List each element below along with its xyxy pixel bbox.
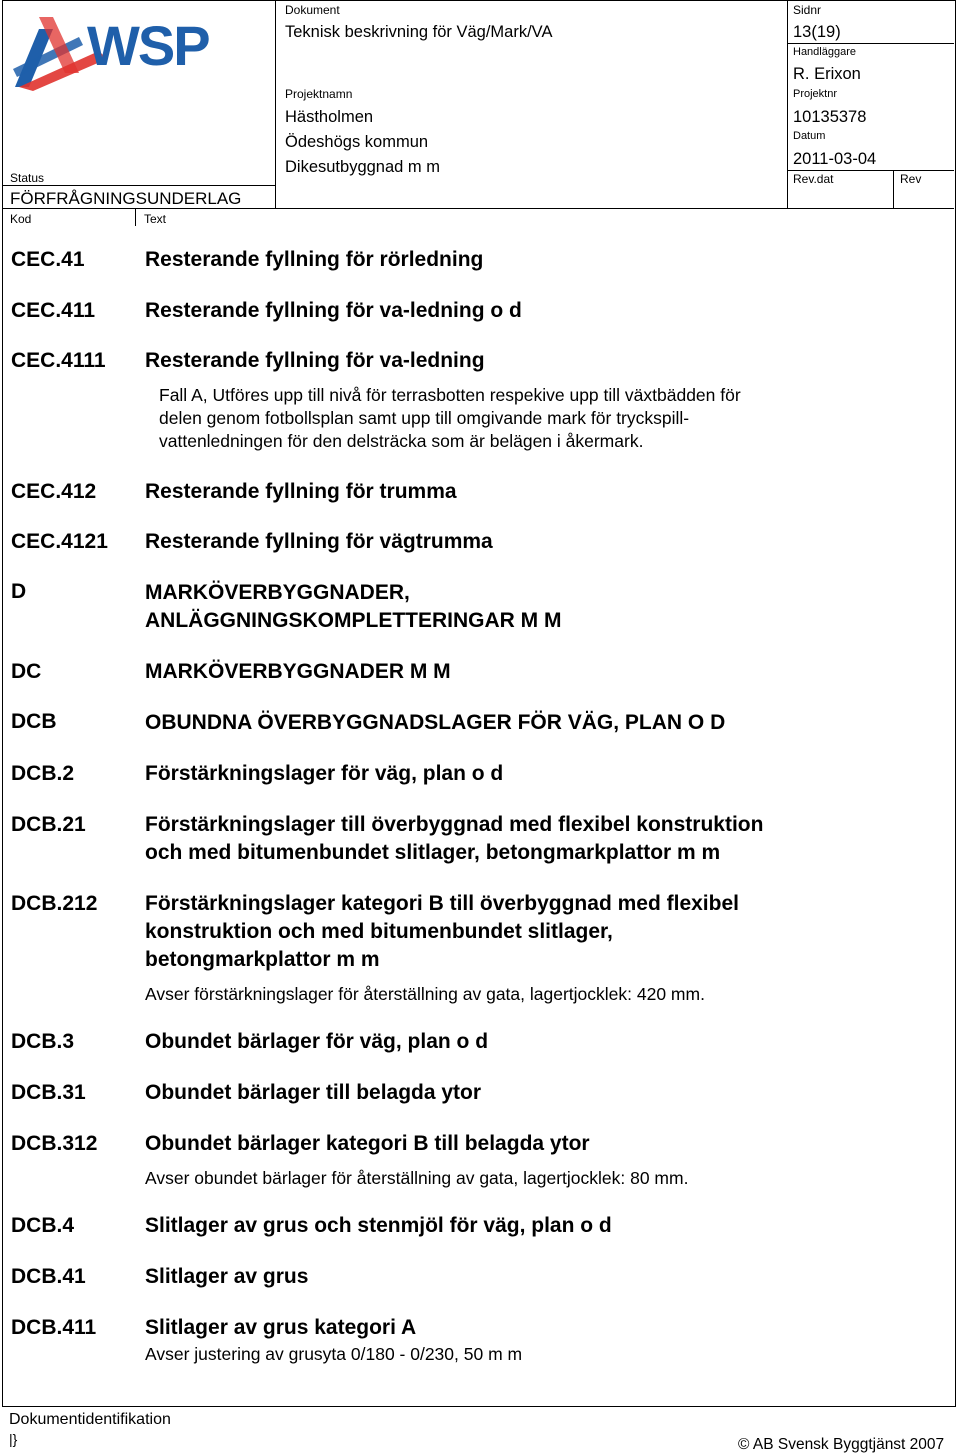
- entry-code: CEC.4121: [11, 530, 108, 553]
- sidnr-value: 13(19): [793, 23, 841, 41]
- entry-heading: Obundet bärlager för väg, plan o d: [145, 1030, 489, 1053]
- entry-note: Avser justering av grusyta 0/180 - 0/230, 50 m m: [145, 1344, 523, 1364]
- entry-code: DCB.312: [11, 1132, 98, 1155]
- entry-code: CEC.411: [11, 299, 96, 322]
- header-divider: [893, 171, 894, 208]
- entry-description: Fall A, Utföres upp till nivå för terrasbotten respekive upp till växtbädden för: [159, 385, 741, 405]
- entry-heading: Förstärkningslager kategori B till överbyggnad med flexibel: [145, 892, 739, 915]
- entry-code: DCB.41: [11, 1265, 86, 1288]
- projektnamn-line: Dikesutbyggnad m m: [285, 158, 440, 176]
- header-divider: [275, 1, 276, 208]
- entry-code: CEC.41: [11, 248, 85, 271]
- entry-code: DCB.411: [11, 1316, 97, 1339]
- entry-heading: Slitlager av grus: [145, 1265, 309, 1288]
- projektnamn-label: Projektnamn: [285, 87, 353, 101]
- wsp-logo: [9, 7, 239, 97]
- entry-heading: Slitlager av grus kategori A: [145, 1316, 417, 1339]
- entry-code: DCB.4: [11, 1214, 75, 1237]
- dokument-label: Dokument: [285, 3, 340, 17]
- datum-label: Datum: [793, 130, 826, 142]
- entry-heading: Slitlager av grus och stenmjöl för väg, plan o d: [145, 1214, 612, 1237]
- entry-code: DCB.3: [11, 1030, 75, 1053]
- dokument-value: Teknisk beskrivning för Väg/Mark/VA: [285, 23, 553, 41]
- projektnamn-line: Ödeshögs kommun: [285, 133, 429, 151]
- entry-note: Avser obundet bärlager för återställning av gata, lagertjocklek: 80 mm.: [145, 1168, 689, 1188]
- doc-id-value: |}: [9, 1431, 18, 1447]
- entry-code: CEC.4111: [11, 349, 106, 372]
- entry-description: delen genom fotbollsplan samt upp till omgivande mark för tryckspill-: [159, 408, 690, 428]
- entry-code: D: [11, 580, 27, 603]
- rev-label: Rev: [900, 172, 922, 186]
- entry-code: DC: [11, 660, 42, 683]
- projektnr-value: 10135378: [793, 108, 867, 126]
- entry-note: Avser förstärkningslager för återställning av gata, lagertjocklek: 420 mm.: [145, 984, 705, 1004]
- doc-id-label: Dokumentidentifikation: [9, 1411, 171, 1428]
- entry-code: DCB.212: [11, 892, 98, 915]
- entry-heading: Resterande fyllning för va-ledning: [145, 349, 485, 372]
- entry-heading: Förstärkningslager för väg, plan o d: [145, 762, 504, 785]
- entry-heading-cont: betongmarkplattor m m: [145, 948, 380, 971]
- entry-description: vattenledningen för den delsträcka som är belägen i åkermark.: [159, 431, 644, 451]
- document-page: [2, 0, 956, 1407]
- entry-heading: Förstärkningslager till överbyggnad med flexibel konstruktion: [145, 813, 764, 836]
- kod-column-label: Kod: [10, 212, 32, 226]
- status-label: Status: [10, 171, 45, 185]
- column-header-divider: [135, 208, 136, 226]
- entry-heading-cont: ANLÄGGNINGSKOMPLETTERINGAR M M: [145, 609, 562, 632]
- handlaggare-label: Handläggare: [793, 46, 856, 58]
- entry-heading: Resterande fyllning för va-ledning o d: [145, 299, 522, 322]
- entry-heading: Obundet bärlager till belagda ytor: [145, 1081, 482, 1104]
- entry-code: DCB.2: [11, 762, 75, 785]
- entry-heading: OBUNDNA ÖVERBYGGNADSLAGER FÖR VÄG, PLAN O D: [145, 711, 726, 734]
- datum-value: 2011-03-04: [793, 150, 877, 168]
- logo-text: WSP: [87, 14, 209, 77]
- entry-code: DCB.21: [11, 813, 86, 836]
- projektnamn-line: Hästholmen: [285, 108, 374, 126]
- copyright: © AB Svensk Byggtjänst 2007: [738, 1436, 945, 1453]
- sidnr-label: Sidnr: [793, 3, 822, 17]
- text-column-label: Text: [144, 212, 167, 226]
- entry-heading: Resterande fyllning för rörledning: [145, 248, 484, 271]
- entry-heading: Obundet bärlager kategori B till belagda ytor: [145, 1132, 590, 1155]
- entry-heading: Resterande fyllning för trumma: [145, 480, 457, 503]
- header-divider: [787, 1, 788, 208]
- status-value: FÖRFRÅGNINGSUNDERLAG: [10, 189, 242, 208]
- header-rule: [787, 170, 954, 171]
- entry-heading: Resterande fyllning för vägtrumma: [145, 530, 493, 553]
- header-rule: [787, 43, 954, 44]
- entry-code: DCB: [11, 710, 57, 733]
- projektnr-label: Projektnr: [793, 88, 838, 100]
- header-rule: [3, 185, 275, 186]
- entry-code: CEC.412: [11, 480, 97, 503]
- entry-code: DCB.31: [11, 1081, 86, 1104]
- handlaggare-value: R. Erixon: [793, 65, 861, 83]
- entry-heading: MARKÖVERBYGGNADER M M: [145, 660, 451, 683]
- revdat-label: Rev.dat: [793, 172, 834, 186]
- entry-heading-cont: och med bitumenbundet slitlager, betongmarkplattor m m: [145, 841, 721, 864]
- entry-heading-cont: konstruktion och med bitumenbundet slitlager,: [145, 920, 613, 943]
- entry-heading: MARKÖVERBYGGNADER,: [145, 581, 410, 604]
